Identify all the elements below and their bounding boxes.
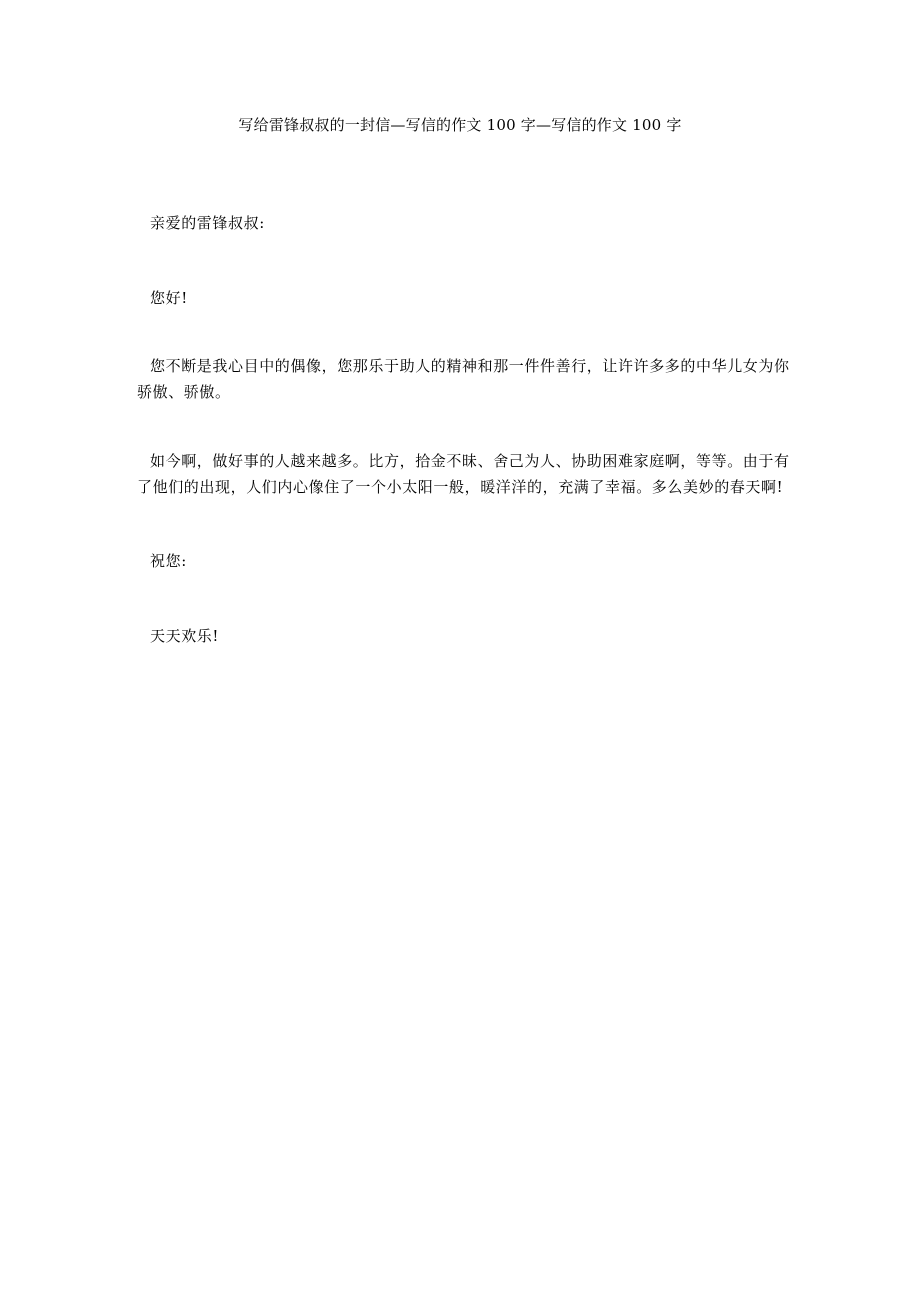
body-paragraph: 您不断是我心目中的偶像，您那乐于助人的精神和那一件件善行，让许许多多的中华儿女为你骄傲、骄傲。 bbox=[137, 357, 790, 401]
greeting: 您好! bbox=[150, 289, 188, 307]
salutation: 亲爱的雷锋叔叔: bbox=[150, 214, 265, 232]
closing: 祝您: bbox=[150, 552, 187, 570]
closing-wish: 天天欢乐! bbox=[150, 627, 220, 645]
document-title: 写给雷锋叔叔的一封信—写信的作文 100 字—写信的作文 100 字 bbox=[238, 116, 682, 134]
body-paragraph: 如今啊，做好事的人越来越多。比方，拾金不昧、舍己为人、协助困难家庭啊，等等。由于有了他们的出现，人们内心像住了一个小太阳一般，暖洋洋的，充满了幸福。多么美妙的春天啊! bbox=[137, 452, 790, 496]
